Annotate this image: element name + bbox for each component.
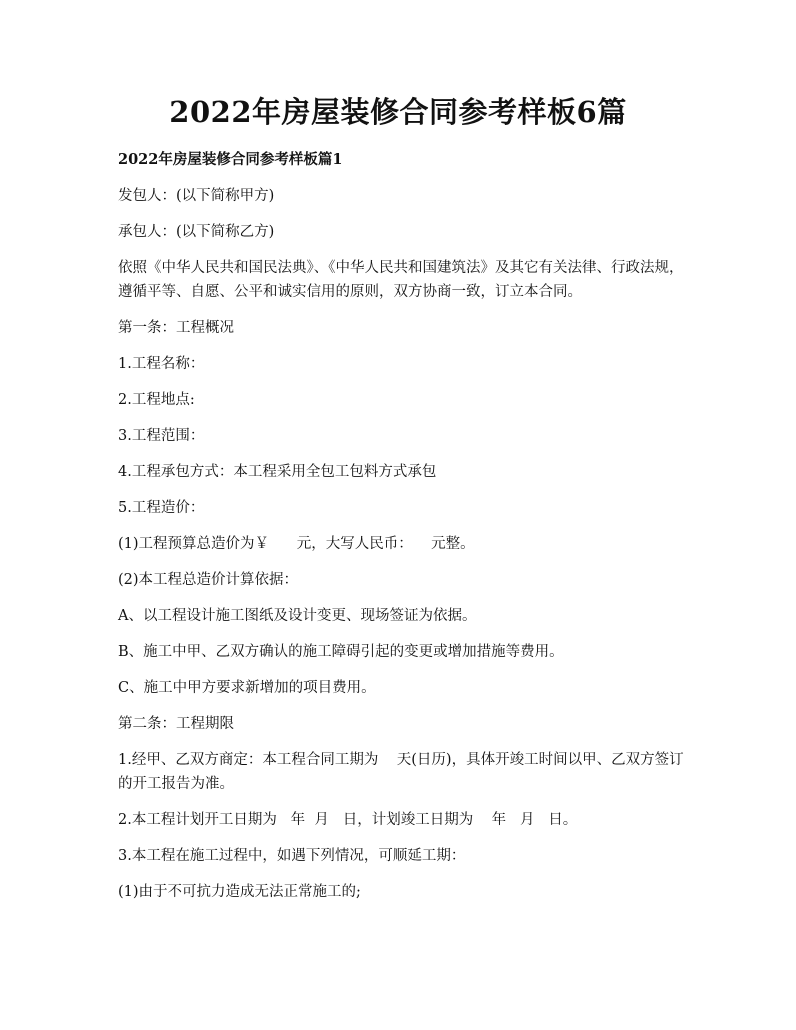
document-title: 2022年房屋装修合同参考样板6篇 [169,95,627,129]
paragraph-extension: 3.本工程在施工过程中，如遇下列情况，可顺延工期： [118,848,466,864]
paragraph-schedule: 2.本工程计划开工日期为 年 月 日，计划竣工日期为 年 月 日。 [118,812,578,828]
paragraph-budget-total: (1)工程预算总造价为￥ 元，大写人民币： 元整。 [118,536,475,552]
paragraph-force-majeure: (1)由于不可抗力造成无法正常施工的; [118,884,361,900]
section-heading: 2022年房屋装修合同参考样板篇1 [118,151,343,168]
paragraph-duration: 1.经甲、乙双方商定：本工程合同工期为 天(日历)，具体开竣工时间以甲、乙双方签订的开工报告为准。 [118,752,684,792]
paragraph-project-cost: 5.工程造价： [118,500,205,516]
document-body [118,148,688,916]
paragraph-basis-b: B、施工中甲、乙双方确认的施工障碍引起的变更或增加措施等费用。 [118,644,564,660]
paragraph-basis-c: C、施工中甲方要求新增加的项目费用。 [118,680,376,696]
paragraph-contract-method: 4.工程承包方式：本工程采用全包工包料方式承包 [118,464,437,480]
paragraph-project-name: 1.工程名称： [118,356,205,372]
paragraph-cost-basis: (2)本工程总造价计算依据： [118,572,299,588]
paragraph-preamble: 依照《中华人民共和国民法典》、《中华人民共和国建筑法》及其它有关法律、行政法规，遵循平等、自愿、公平和诚实信用的原则，双方协商一致，订立本合同。 [118,260,684,300]
article-1-heading: 第一条：工程概况 [118,320,234,336]
article-2-heading: 第二条：工程期限 [118,716,234,732]
paragraph-employer: 发包人：(以下简称甲方) [118,188,275,204]
paragraph-project-scope: 3.工程范围： [118,428,205,444]
paragraph-basis-a: A、以工程设计施工图纸及设计变更、现场签证为依据。 [118,608,477,624]
paragraph-project-location: 2.工程地点: [118,392,195,408]
paragraph-contractor: 承包人：(以下简称乙方) [118,224,275,240]
